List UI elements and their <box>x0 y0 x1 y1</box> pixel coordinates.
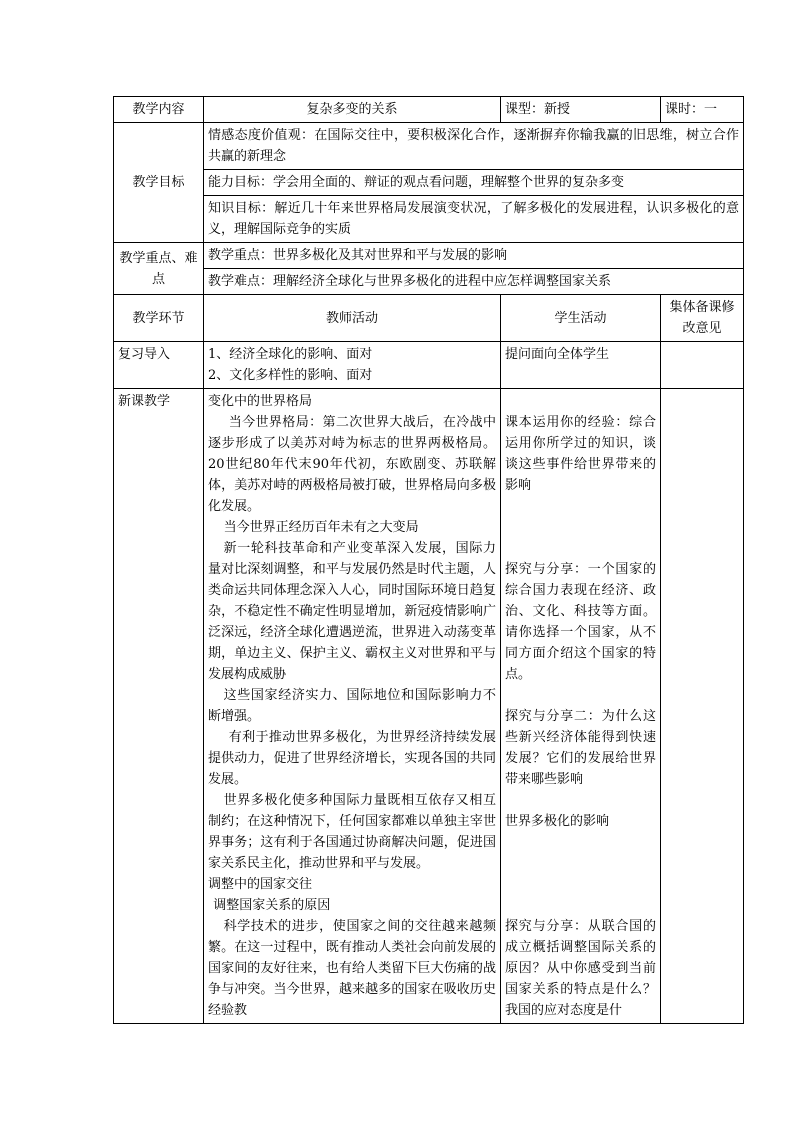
review-line-2: 2、文化多样性的影响、面对 <box>208 368 373 383</box>
col-stage: 教学环节 <box>114 295 204 342</box>
lesson-plan-table <box>113 96 744 1024</box>
teacher-heading-1: 变化中的世界格局 <box>208 394 313 409</box>
keypoint-row-difficulty <box>114 269 744 295</box>
teacher-paragraph-3: 新一轮科技革命和产业变革深入发展，国际力量对比深刻调整，和平与发展仍然是时代主题，人类命运共同体理念深入人心，同时国际环境日趋复杂，不稳定性不确定性明显增加，新冠疫情影响广泛深远，经济全球化遭遇逆流，世界进入动荡变革期，单边主义、保护主义、霸权主义对世界和平与发展构成威胁 <box>208 541 496 682</box>
keypoint-focus: 教学重点：世界多极化及其对世界和平与发展的影响 <box>204 243 744 269</box>
lesson-title: 复杂多变的关系 <box>204 97 501 123</box>
keypoints-label: 教学重点、难点 <box>114 243 204 295</box>
lesson-period: 课时：一 <box>661 97 744 123</box>
student-paragraph-1: 课本运用你的经验：综合运用你所学过的知识，谈谈这些事件给世界带来的影响 <box>505 415 656 493</box>
student-paragraph-5: 探究与分享：从联合国的成立概括调整国际关系的原因？从中你感受到当前国家关系的特点是什么？我国的应对态度是什 <box>505 919 656 1018</box>
teacher-paragraph-4: 这些国家经济实力、国际地位和国际影响力不断增强。 <box>208 688 496 724</box>
student-spacer-4 <box>505 790 656 811</box>
student-spacer-5 <box>505 832 656 916</box>
goals-label: 教学目标 <box>114 123 204 243</box>
goal-ability: 能力目标：学会用全面的、辩证的观点看问题，理解整个世界的复杂多变 <box>204 170 744 196</box>
teacher-heading-2: 调整中的国家交往 <box>208 877 313 892</box>
teacher-paragraph-7: 科学技术的进步，使国家之间的交往越来越频繁。在这一过程中，既有推动人类社会向前发展的国家间的友好往来，也有给人类留下巨大伤痛的战争与冲突。当今世界，越来越多的国家在吸收历史经验教 <box>208 919 496 1018</box>
col-student: 学生活动 <box>501 295 661 342</box>
student-paragraph-2: 探究与分享：一个国家的综合国力表现在经济、政治、文化、科技等方面。请你选择一个国家，从不同方面介绍这个国家的特点。 <box>505 562 656 682</box>
goal-knowledge: 知识目标：解近几十年来世界格局发展演变状况，了解多极化的发展进程，认识多极化的意义，理解国际竞争的实质 <box>204 196 744 243</box>
column-header-row <box>114 295 744 342</box>
review-stage: 复习导入 <box>114 342 204 389</box>
review-line-1: 1、经济全球化的影响、面对 <box>208 347 373 362</box>
goal-row-ability <box>114 170 744 196</box>
goal-row-knowledge <box>114 196 744 243</box>
newlesson-row <box>114 389 744 1024</box>
teacher-paragraph-2: 当今世界正经历百年未有之大变局 <box>223 520 419 535</box>
review-teacher <box>204 342 501 389</box>
header-row <box>114 97 744 123</box>
review-row <box>114 342 744 389</box>
col-notes: 集体备课修改意见 <box>661 295 744 342</box>
student-paragraph-4: 世界多极化的影响 <box>505 814 610 829</box>
goal-row-emotion <box>114 123 744 170</box>
review-notes <box>661 342 744 389</box>
content-label: 教学内容 <box>114 97 204 123</box>
lesson-type: 课型：新授 <box>501 97 661 123</box>
keypoint-row-focus <box>114 243 744 269</box>
teacher-paragraph-5: 有利于推动世界多极化，为世界经济持续发展提供动力，促进了世界经济增长，实现各国的共同发展。 <box>208 730 496 787</box>
keypoint-difficulty: 教学难点：理解经济全球化与世界多极化的进程中应怎样调整国家关系 <box>204 269 744 295</box>
goal-emotion: 情感态度价值观：在国际交往中，要积极深化合作，逐渐摒弃你输我赢的旧思维，树立合作共赢的新理念 <box>204 123 744 170</box>
teacher-heading-3: 调整国家关系的原因 <box>213 898 331 913</box>
newlesson-student <box>501 389 661 1024</box>
student-paragraph-3: 探究与分享二：为什么这些新兴经济体能得到快速发展？它们的发展给世界带来哪些影响 <box>505 709 656 787</box>
student-spacer-3 <box>505 685 656 706</box>
newlesson-stage: 新课教学 <box>114 389 204 1024</box>
student-spacer-2 <box>505 496 656 559</box>
student-spacer-1 <box>505 391 656 412</box>
review-student: 提问面向全体学生 <box>501 342 661 389</box>
col-teacher: 教师活动 <box>204 295 501 342</box>
newlesson-teacher <box>204 389 501 1024</box>
teacher-paragraph-1: 当今世界格局：第二次世界大战后，在冷战中逐步形成了以美苏对峙为标志的世界两极格局。20世纪80年代末90年代初，东欧剧变、苏联解体，美苏对峙的两极格局被打破，世界格局向多极化发展。 <box>208 415 496 514</box>
newlesson-notes <box>661 389 744 1024</box>
teacher-paragraph-6: 世界多极化使多种国际力量既相互依存又相互制约；在这种情况下，任何国家都难以单独主宰世界事务；这有利于各国通过协商解决问题，促进国家关系民主化，推动世界和平与发展。 <box>208 793 496 871</box>
